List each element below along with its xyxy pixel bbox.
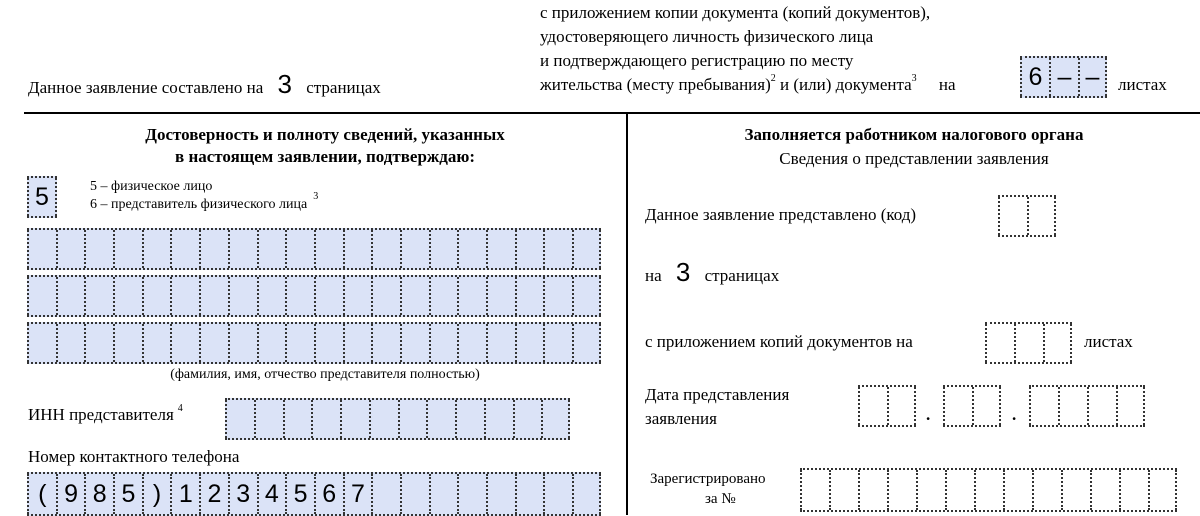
char-cell[interactable] [340,400,369,438]
date-year-field[interactable] [1029,385,1145,427]
char-cell[interactable]: 3 [228,474,257,514]
char-cell[interactable] [400,230,429,268]
char-cell[interactable] [84,324,113,362]
char-cell[interactable] [142,277,171,315]
char-cell[interactable] [457,474,486,514]
char-cell[interactable] [257,324,286,362]
date-cell[interactable] [943,387,972,425]
copies-label: с приложением копий документов на [645,332,913,351]
char-cell[interactable] [486,230,515,268]
char-cell[interactable] [515,474,544,514]
char-cell[interactable] [170,324,199,362]
char-cell[interactable] [343,230,372,268]
char-cell[interactable] [1090,470,1119,510]
char-cell[interactable] [858,470,887,510]
right-pages-statement [645,257,780,287]
attach-line-2: удостоверяющего личность физического лица [540,27,874,46]
char-cell[interactable] [400,474,429,514]
char-cell[interactable] [400,324,429,362]
char-cell[interactable] [543,474,572,514]
char-cell[interactable] [541,400,570,438]
char-cell[interactable] [170,230,199,268]
sheets-cell[interactable]: – [1049,58,1078,96]
attach-line-4-a: жительства (месту пребывания) [540,75,771,94]
char-cell[interactable] [142,324,171,362]
char-cell[interactable] [170,277,199,315]
char-cell[interactable] [343,324,372,362]
char-cell[interactable] [257,230,286,268]
pages-statement [28,69,381,99]
char-cell[interactable] [486,474,515,514]
phone-field[interactable] [27,472,601,516]
char-cell[interactable] [369,400,398,438]
pages-label-pre: Данное заявление составлено на [28,78,264,97]
inn-label-wrap [28,404,183,428]
char-cell[interactable] [285,277,314,315]
char-cell[interactable] [572,324,601,362]
footnote-4: 4 [177,403,183,414]
char-cell[interactable] [515,277,544,315]
copies-field[interactable] [985,322,1072,364]
char-cell[interactable] [1032,470,1061,510]
sheets-cell[interactable]: 6 [1020,58,1049,96]
char-cell[interactable] [228,324,257,362]
char-cell[interactable] [429,324,458,362]
char-cell[interactable] [285,230,314,268]
char-cell[interactable] [314,324,343,362]
char-cell[interactable] [916,470,945,510]
name-caption: (фамилия, имя, отчество представителя полностью) [170,367,480,382]
attach-line-4 [540,74,956,98]
section-divider-horizontal [24,112,1200,114]
date-label-line-1: Дата представления [645,385,790,404]
char-cell[interactable]: 9 [56,474,85,514]
copies-cell[interactable] [985,324,1014,362]
date-cell[interactable] [972,387,1001,425]
date-separator: . [926,405,931,424]
date-separator: . [1012,405,1017,424]
char-cell[interactable] [314,277,343,315]
char-cell[interactable] [371,277,400,315]
signer-option-5: 5 – физическое лицо [90,179,213,194]
signer-code-cell[interactable]: 5 [27,178,57,216]
copies-post: листах [1084,332,1133,351]
reg-label-line-2: за № [705,491,736,507]
char-cell[interactable] [56,324,85,362]
signer-option-6 [90,191,319,215]
representative-name-line-2[interactable] [27,275,601,317]
char-cell[interactable] [572,474,601,514]
char-cell[interactable]: 2 [199,474,228,514]
char-cell[interactable] [371,230,400,268]
submission-code-field[interactable] [998,195,1056,237]
char-cell[interactable] [27,324,56,362]
char-cell[interactable]: 6 [314,474,343,514]
footnote-2: 2 [770,73,776,84]
char-cell[interactable] [513,400,542,438]
registration-number-field[interactable] [800,468,1177,512]
sheets-label: листах [1118,75,1167,94]
attach-line-4-b: и (или) документа [780,75,912,94]
char-cell[interactable] [572,230,601,268]
left-title-line-1: Достоверность и полноту сведений, указанных [145,125,505,144]
char-cell[interactable] [84,230,113,268]
char-cell[interactable] [484,400,513,438]
char-cell[interactable] [426,400,455,438]
copies-cell[interactable] [1014,324,1043,362]
date-cell[interactable] [1116,387,1145,425]
code-cell[interactable] [1027,197,1056,235]
left-title-line-2: в настоящем заявлении, подтверждаю: [175,147,475,166]
char-cell[interactable] [400,277,429,315]
char-cell[interactable] [457,277,486,315]
char-cell[interactable]: 7 [343,474,372,514]
char-cell[interactable] [572,277,601,315]
char-cell[interactable]: 1 [170,474,199,514]
char-cell[interactable] [84,277,113,315]
representative-name-line-3[interactable] [27,322,601,364]
char-cell[interactable] [343,277,372,315]
char-cell[interactable] [543,230,572,268]
char-cell[interactable] [455,400,484,438]
char-cell[interactable] [27,230,56,268]
char-cell[interactable] [225,400,254,438]
char-cell[interactable] [142,230,171,268]
char-cell[interactable] [254,400,283,438]
char-cell[interactable]: 5 [113,474,142,514]
char-cell[interactable] [56,230,85,268]
code-cell[interactable] [998,197,1027,235]
char-cell[interactable] [457,230,486,268]
date-label-line-2: заявления [645,409,717,428]
char-cell[interactable] [27,277,56,315]
signer-option-6-label: 6 – представитель физического лица [90,197,308,212]
char-cell[interactable] [285,324,314,362]
pages-label-post: страницах [306,78,381,97]
right-pages-post: страницах [704,266,780,285]
representative-name-line-1[interactable] [27,228,601,270]
right-subtitle: Сведения о представлении заявления [779,149,1049,168]
char-cell[interactable] [1119,470,1148,510]
char-cell[interactable] [429,474,458,514]
char-cell[interactable] [457,324,486,362]
char-cell[interactable] [283,400,312,438]
char-cell[interactable] [429,230,458,268]
char-cell[interactable] [543,324,572,362]
char-cell[interactable] [1148,470,1177,510]
submission-code-label: Данное заявление представлено (код) [645,205,917,224]
char-cell[interactable] [887,470,916,510]
char-cell[interactable] [1003,470,1032,510]
char-cell[interactable] [314,230,343,268]
char-cell[interactable] [257,277,286,315]
char-cell[interactable] [486,277,515,315]
sheets-field[interactable] [1020,56,1107,98]
date-cell[interactable] [887,387,916,425]
date-cell[interactable] [1087,387,1116,425]
phone-label: Номер контактного телефона [28,447,240,466]
section-divider-vertical [626,112,628,515]
copies-cell[interactable] [1043,324,1072,362]
right-pages-value[interactable]: 3 [675,257,691,287]
signer-code-field[interactable] [27,176,57,218]
right-pages-pre: на [645,266,662,285]
char-cell[interactable]: 8 [84,474,113,514]
date-day-field[interactable] [858,385,916,427]
attach-line-3: и подтверждающего регистрацию по месту [540,51,854,70]
char-cell[interactable]: 5 [285,474,314,514]
attach-line-1: с приложением копии документа (копий документов), [540,3,931,22]
char-cell[interactable] [113,277,142,315]
char-cell[interactable] [398,400,427,438]
char-cell[interactable]: ( [27,474,56,514]
attach-line-4-c: на [938,75,956,94]
footnote-3: 3 [313,191,319,202]
right-title: Заполняется работником налогового органа [744,125,1084,144]
char-cell[interactable] [228,277,257,315]
char-cell[interactable] [974,470,1003,510]
footnote-3: 3 [911,73,917,84]
char-cell[interactable] [228,230,257,268]
char-cell[interactable] [311,400,340,438]
char-cell[interactable] [486,324,515,362]
pages-value[interactable]: 3 [277,69,292,99]
reg-label-line-1: Зарегистрировано [650,471,766,487]
date-month-field[interactable] [943,385,1001,427]
inn-label: ИНН представителя [28,405,174,424]
char-cell[interactable] [1061,470,1090,510]
char-cell[interactable] [199,277,228,315]
date-cell[interactable] [1058,387,1087,425]
char-cell[interactable] [515,230,544,268]
char-cell[interactable] [113,230,142,268]
char-cell[interactable]: ) [142,474,171,514]
date-cell[interactable] [1029,387,1058,425]
char-cell[interactable]: 4 [257,474,286,514]
char-cell[interactable] [515,324,544,362]
inn-field[interactable] [225,398,570,440]
char-cell[interactable] [56,277,85,315]
char-cell[interactable] [199,230,228,268]
char-cell[interactable] [113,324,142,362]
char-cell[interactable] [829,470,858,510]
char-cell[interactable] [371,474,400,514]
char-cell[interactable] [371,324,400,362]
sheets-cell[interactable]: – [1078,58,1107,96]
char-cell[interactable] [543,277,572,315]
char-cell[interactable] [199,324,228,362]
char-cell[interactable] [800,470,829,510]
date-cell[interactable] [858,387,887,425]
char-cell[interactable] [945,470,974,510]
char-cell[interactable] [429,277,458,315]
